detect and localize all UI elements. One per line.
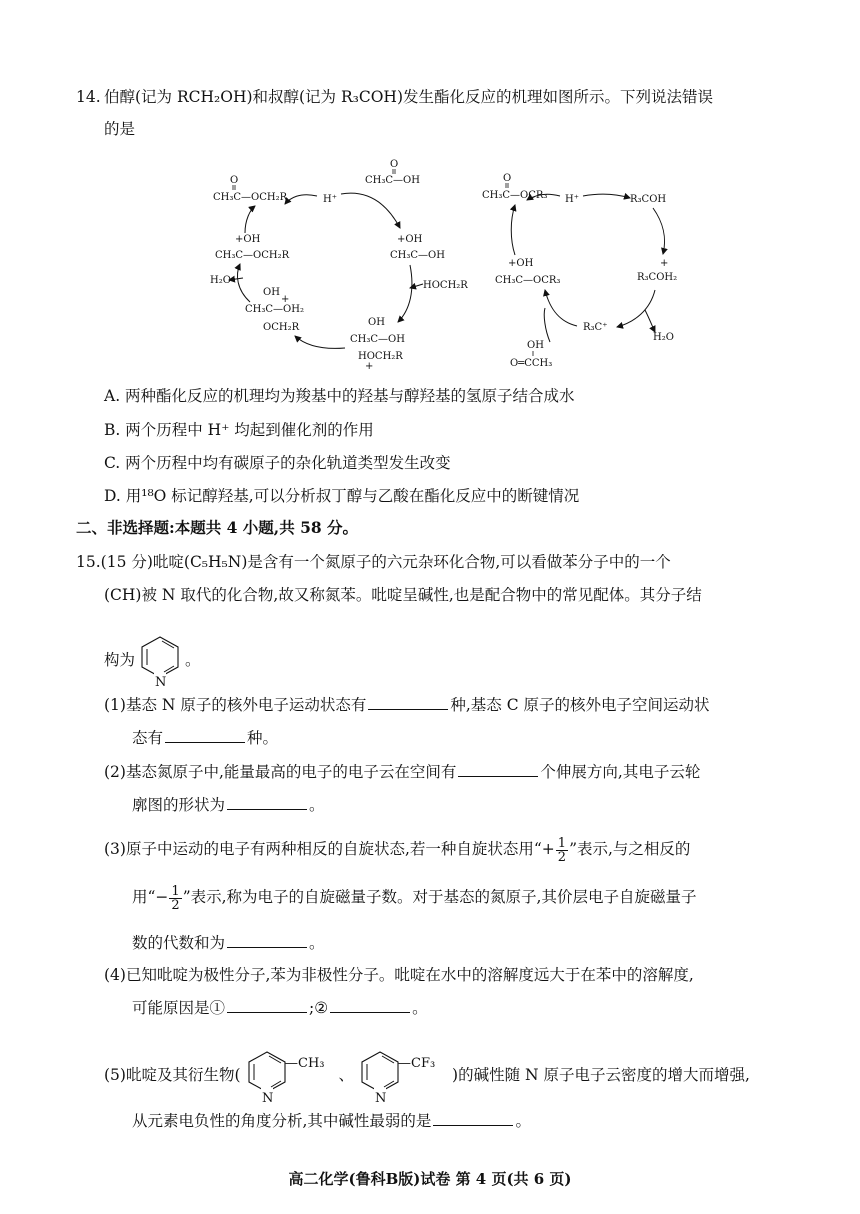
c2-acid-top: OH xyxy=(527,340,544,351)
q15-part1-line2 xyxy=(132,727,278,749)
c2-plus-oh: +OH xyxy=(508,258,534,269)
q14-option-a: A. 两种酯化反应的机理均为羧基中的羟基与醇羟基的氢原子结合成水 xyxy=(104,387,575,405)
c1-int-a-top: OH xyxy=(263,287,280,298)
methylpyridine-structure xyxy=(241,1048,339,1106)
c1-int-a-mid: CH₃C—OH₂ xyxy=(245,304,304,315)
c2-alcohol: R₃COH xyxy=(630,194,667,205)
q15-p3-f: 。 xyxy=(309,934,325,952)
c1-protonated-acid: CH₃C—OH xyxy=(390,250,445,261)
q15-p4-c: ;② xyxy=(309,999,329,1017)
c2-acid-bot: O═CCH₃ xyxy=(510,358,553,369)
q14-stem xyxy=(76,86,713,108)
q14-stem-line2: 的是 xyxy=(104,120,136,138)
section2-heading: 二、非选择题:本题共 4 小题,共 58 分。 xyxy=(76,518,359,537)
trifluoromethylpyridine-n: N xyxy=(375,1091,387,1106)
c1-int-a-bot: OCH₂R xyxy=(263,322,300,333)
c2-carbocation: R₃C⁺ xyxy=(583,322,608,333)
q14-option-b: B. 两个历程中 H⁺ 均起到催化剂的作用 xyxy=(104,421,374,439)
q15-p2-blank2[interactable] xyxy=(227,794,307,810)
q15-part3-line3 xyxy=(132,932,325,954)
c2-protonated-alcohol: R₃COH₂ xyxy=(637,272,678,283)
q15-p4-b: 可能原因是① xyxy=(132,999,226,1017)
q15-p3-b: ”表示,与之相反的 xyxy=(569,840,691,858)
q15-p5-sep: 、 xyxy=(338,1066,355,1084)
q15-p4-blank2[interactable] xyxy=(330,997,410,1013)
q15-p3-e: 数的代数和为 xyxy=(132,934,226,952)
q15-p1-b: 种,基态 C 原子的核外电子空间运动状 xyxy=(450,696,710,714)
c1-h-plus: H⁺ xyxy=(323,194,337,205)
q15-p2-d: 。 xyxy=(309,796,325,814)
esterification-mechanism-diagram xyxy=(205,150,685,375)
q14-option-d: D. 用¹⁸O 标记醇羟基,可以分析叔丁醇与乙酸在酯化反应中的断键情况 xyxy=(104,487,580,505)
c2-protonated-ester: CH₃C—OCR₃ xyxy=(495,275,561,286)
c2-ester: CH₃C—OCR₃ xyxy=(482,190,548,201)
q15-stem-line1 xyxy=(76,551,671,573)
q15-stem-line3-b: 。 xyxy=(185,651,201,669)
q15-p5-c: 从元素电负性的角度分析,其中碱性最弱的是 xyxy=(132,1112,432,1130)
q15-p3-blank[interactable] xyxy=(227,932,307,948)
q15-p3-c: 用“− xyxy=(132,888,169,906)
c1-acid-o: O xyxy=(390,159,399,170)
q15-p5-a: (5)吡啶及其衍生物( xyxy=(104,1066,241,1084)
q15-stem-line3 xyxy=(104,633,201,689)
q14-option-c: C. 两个历程中均有碳原子的杂化轨道类型发生改变 xyxy=(104,454,451,472)
pyridine-n-label: N xyxy=(155,675,167,689)
q15-stem-text1: (15 分)吡啶(C₅H₅N)是含有一个氮原子的六元杂环化合物,可以看做苯分子中的一个 xyxy=(100,553,671,571)
q15-p5-d: 。 xyxy=(515,1112,531,1130)
c2-water: H₂O xyxy=(653,332,674,343)
q15-part4-line1: (4)已知吡啶为极性分子,苯为非极性分子。吡啶在水中的溶解度远大于在苯中的溶解度, xyxy=(104,966,694,984)
q15-p4-d: 。 xyxy=(412,999,428,1017)
q15-part5-line1 xyxy=(104,1048,750,1106)
q15-p2-b: 个伸展方向,其电子云轮 xyxy=(540,763,701,781)
q14-stem-line1: 伯醇(记为 RCH₂OH)和叔醇(记为 R₃COH)发生酯化反应的机理如图所示。下列说法错误 xyxy=(104,88,713,106)
q15-p2-c: 廓图的形状为 xyxy=(132,796,226,814)
q15-stem-line2: (CH)被 N 取代的化合物,故又称氮苯。吡啶呈碱性,也是配合物中的常见配体。其分子结 xyxy=(104,586,702,604)
q15-part3-line1 xyxy=(104,834,690,864)
substituent-ch3: —CH₃ xyxy=(284,1056,325,1071)
q15-stem-line3-a: 构为 xyxy=(104,651,136,669)
q15-part1-line1 xyxy=(104,694,710,716)
c1-int-b-top: OH xyxy=(368,317,385,328)
c1-alcohol: HOCH₂R xyxy=(423,280,468,291)
q15-p3-a: (3)原子中运动的电子有两种相反的自旋状态,若一种自旋状态用“+ xyxy=(104,840,555,858)
trifluoromethylpyridine-structure xyxy=(354,1048,452,1106)
q15-p1-c: 态有 xyxy=(132,729,164,747)
q15-part3-line2 xyxy=(132,882,696,912)
c1-ester: CH₃C—OCH₂R xyxy=(213,192,288,203)
q14-number: 14. xyxy=(76,88,101,106)
page-footer: 高二化学(鲁科B版)试卷 第 4 页(共 6 页) xyxy=(288,1170,572,1188)
q15-part4-line2 xyxy=(132,997,428,1019)
c1-water: H₂O xyxy=(210,275,231,286)
q15-p3-d: ”表示,称为电子的自旋磁量子数。对于基态的氮原子,其价层电子自旋磁量子 xyxy=(182,888,697,906)
q15-p5-b: )的碱性随 N 原子电子云密度的增大而增强, xyxy=(452,1066,750,1084)
q15-part5-line2 xyxy=(132,1110,531,1132)
c1-int-b-plus: + xyxy=(365,361,374,372)
c1-plus-oh-left: +OH xyxy=(235,234,261,245)
q15-part2-line2 xyxy=(132,794,325,816)
c1-int-b-mid: CH₃C—OH xyxy=(350,334,405,345)
q15-p2-a: (2)基态氮原子中,能量最高的电子的电子云在空间有 xyxy=(104,763,457,781)
c1-int-a-plus: + xyxy=(281,294,290,305)
q15-p5-blank[interactable] xyxy=(433,1110,513,1126)
q15-p1-d: 种。 xyxy=(247,729,279,747)
c2-h-plus: H⁺ xyxy=(565,194,579,205)
methylpyridine-n: N xyxy=(261,1091,273,1106)
c1-acid: CH₃C—OH xyxy=(365,175,420,186)
q15-part2-line1 xyxy=(104,761,700,783)
c2-plus: + xyxy=(660,258,669,269)
c1-ester-o: O xyxy=(230,175,239,186)
q15-number: 15. xyxy=(76,553,101,571)
fraction-half-negative: $\frac{1}{2}$ xyxy=(171,883,180,913)
c1-plus-oh-right: +OH xyxy=(397,234,423,245)
c2-ester-o: O xyxy=(503,173,512,184)
q15-p2-blank1[interactable] xyxy=(458,761,538,777)
q15-p4-blank1[interactable] xyxy=(227,997,307,1013)
fraction-half-positive: $\frac{1}{2}$ xyxy=(557,835,567,865)
c1-protonated-ester: CH₃C—OCH₂R xyxy=(215,250,290,261)
q15-p1-blank2[interactable] xyxy=(165,727,245,743)
substituent-cf3: —CF₃ xyxy=(398,1056,436,1071)
q15-p1-blank1[interactable] xyxy=(368,694,448,710)
q15-p1-a: (1)基态 N 原子的核外电子运动状态有 xyxy=(104,696,367,714)
pyridine-structure xyxy=(135,633,185,689)
c1-int-b-bot: HOCH₂R xyxy=(358,351,403,362)
